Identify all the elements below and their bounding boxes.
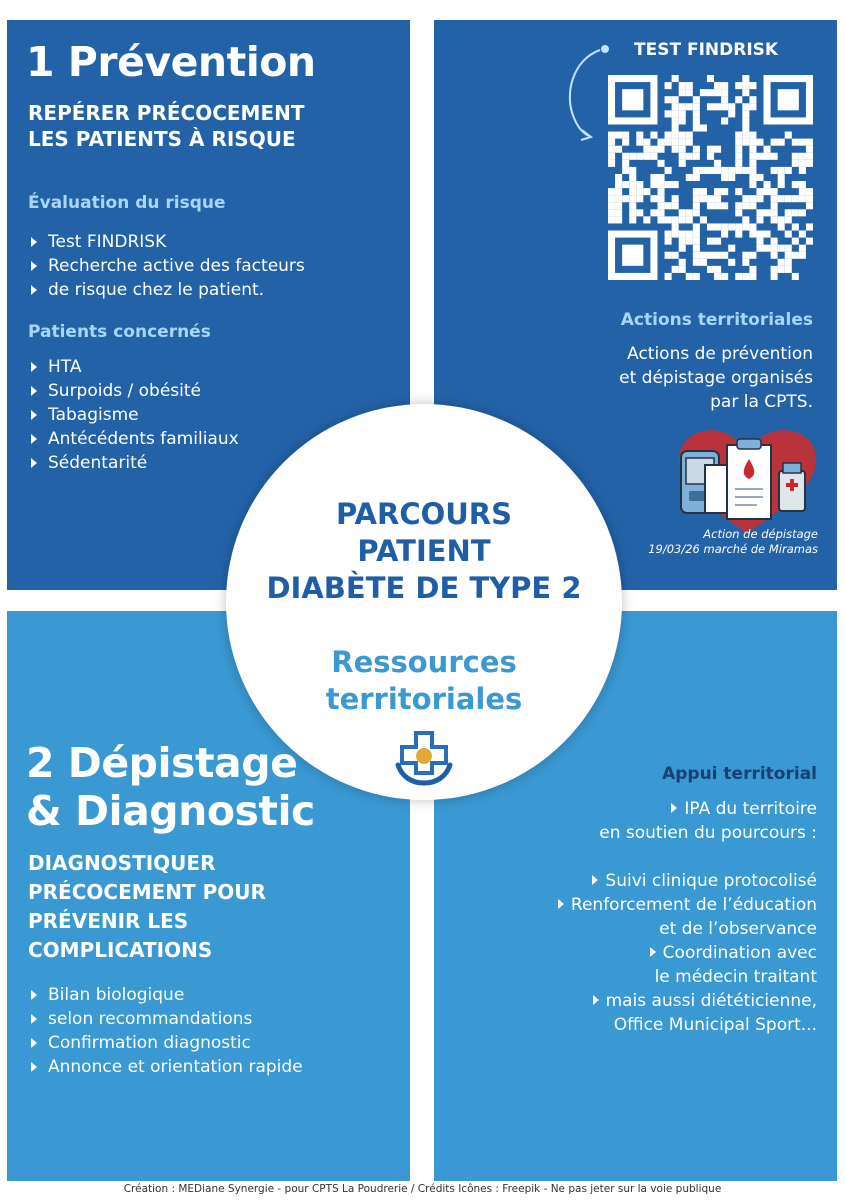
depistage-heading: 2 Dépistage & Diagnostic	[26, 739, 315, 835]
list-item: Tabagisme	[28, 403, 239, 427]
patients-concerned-title: Patients concernés	[28, 322, 211, 342]
list-item: Recherche active des facteurs	[28, 254, 305, 278]
prevention-heading: 1 Prévention	[26, 38, 316, 86]
list-item: Antécédents familiaux	[28, 427, 239, 451]
list-item: Sédentarité	[28, 451, 239, 475]
territorial-actions-text: Actions de prévention et dépistage organisés par la CPTS.	[619, 344, 813, 412]
list-item: HTA	[28, 355, 239, 379]
list-item: Bilan biologique	[28, 983, 303, 1007]
list-item: Confirmation diagnostic	[28, 1031, 303, 1055]
center-title: PARCOURS PATIENT DIABÈTE DE TYPE 2	[266, 497, 582, 605]
qr-title: TEST FINDRISK	[634, 40, 779, 60]
territorial-actions-title: Actions territoriales	[620, 310, 813, 330]
depistage-list	[28, 983, 303, 1079]
list-item: de risque chez le patient.	[28, 278, 305, 302]
appui-title: Appui territorial	[662, 764, 817, 784]
bullet-icon	[671, 803, 677, 813]
list-item: Test FINDRISK	[28, 230, 305, 254]
list-item: selon recommandations	[28, 1007, 303, 1031]
list-item: Annonce et orientation rapide	[28, 1055, 303, 1079]
center-circle	[226, 404, 622, 800]
screening-equipment-icon	[675, 425, 820, 535]
patients-concerned-list	[28, 355, 239, 475]
screening-note: Action de dépistage 19/03/26 marché de Miramas	[648, 527, 818, 556]
prevention-subtitle: REPÉRER PRÉCOCEMENT LES PATIENTS À RISQUE	[28, 101, 305, 151]
qr-code-icon	[608, 75, 813, 280]
care-cross-logo-icon	[394, 729, 454, 787]
appui-text: IPA du territoire en soutien du pourcours : Suivi clinique protocolisé Renforcement de l’éducation et de l’observance Coordination avec le médecin traitant mais aussi diététicienne, Office Municipal Sport...	[437, 797, 817, 1037]
qr-code[interactable]	[608, 75, 813, 280]
list-item: Surpoids / obésité	[28, 379, 239, 403]
center-subtitle: Ressources territoriales	[325, 645, 523, 716]
risk-evaluation-list	[28, 230, 305, 302]
bullet-icon	[558, 899, 564, 909]
depistage-subtitle: DIAGNOSTIQUER PRÉCOCEMENT POUR PRÉVENIR LES COMPLICATIONS	[28, 851, 266, 962]
footer-credits: Création : MEDiane Synergie - pour CPTS La Poudrerie / Crédits Icônes : Freepik - Ne pas jeter sur la voie publique	[123, 1183, 722, 1195]
bullet-icon	[593, 995, 599, 1005]
bullet-icon	[592, 875, 598, 885]
bullet-icon	[650, 947, 656, 957]
risk-evaluation-title: Évaluation du risque	[28, 193, 226, 213]
